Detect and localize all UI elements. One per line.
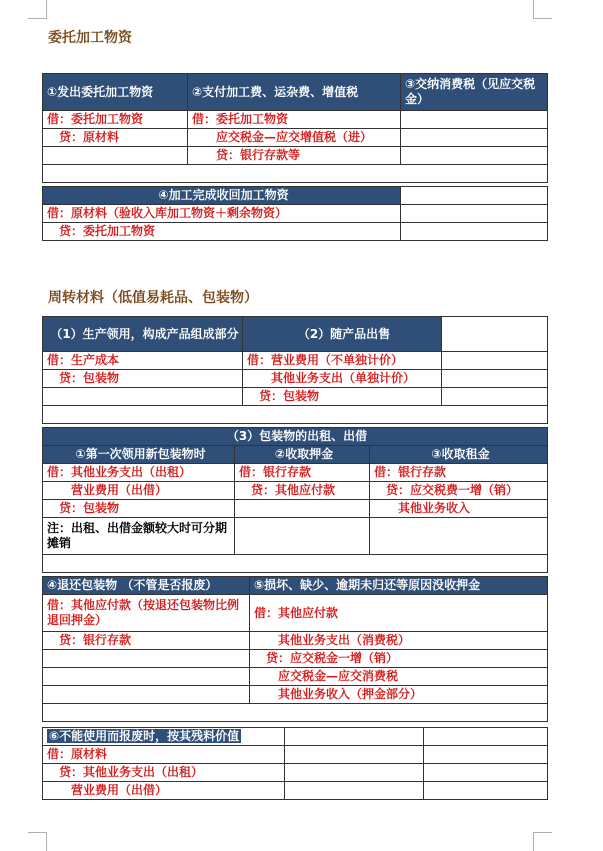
table-row — [43, 464, 548, 482]
table-cell — [370, 518, 548, 555]
table-cell: 贷：包装物 — [43, 370, 243, 388]
header-cell: （1）生产领用，构成产品组成部分 — [43, 317, 243, 352]
table-cell: 营业费用（出借） — [43, 782, 285, 800]
table-cell — [442, 388, 548, 406]
consigned-processing-table — [42, 73, 548, 183]
header-cell: ②收取押金 — [235, 446, 370, 464]
production-use-table — [42, 316, 548, 424]
table-row — [43, 518, 548, 555]
table-cell: 贷：应交税费一增（销） — [370, 482, 548, 500]
table-row — [43, 650, 548, 668]
table-cell: 贷：其他应付款 — [235, 482, 370, 500]
lease-lend-table — [42, 427, 548, 573]
table-cell: 其他业务支出（单独计价） — [243, 370, 442, 388]
crop-mark-bottom-right — [533, 832, 552, 851]
crop-mark-top-right — [533, 0, 552, 19]
table-row — [43, 686, 548, 704]
table-cell — [235, 500, 370, 518]
table-header-row — [43, 446, 548, 464]
table-cell: 借：委托加工物资 — [43, 111, 188, 129]
table-cell: 借：生产成本 — [43, 352, 243, 370]
table-cell — [43, 388, 243, 406]
table-cell: 借：营业费用（不单独计价） — [243, 352, 442, 370]
table-cell: 借：其他业务支出（出租） — [43, 464, 235, 482]
header-cell: ⑤损坏、缺少、逾期未归还等原因没收押金 — [250, 577, 548, 595]
table-header-row — [43, 187, 548, 205]
table-cell — [401, 129, 548, 147]
header-cell: （3）包装物的出租、出借 — [43, 428, 548, 446]
table-row — [43, 668, 548, 686]
table-row — [43, 595, 548, 632]
table-cell — [43, 650, 250, 668]
table-cell: 借：委托加工物资 — [188, 111, 401, 129]
section-title-consigned-processing: 委托加工物资 — [48, 30, 132, 46]
table-header-row — [43, 577, 548, 595]
table-cell: 贷：银行存款等 — [188, 147, 401, 165]
header-cell: ③收取租金 — [370, 446, 548, 464]
header-cell — [43, 728, 285, 746]
table-cell: 借：银行存款 — [370, 464, 548, 482]
table-row — [43, 764, 548, 782]
table-cell: 借：原材料 — [43, 746, 285, 764]
scrap-header-label: ⑥不能使用而报废时，按其残料价值 — [49, 729, 240, 743]
table-cell — [43, 406, 548, 424]
section-title-revolving-materials: 周转材料（低值易耗品、包装物） — [48, 290, 258, 306]
table-cell — [43, 668, 250, 686]
header-cell: ①发出委托加工物资 — [43, 74, 188, 111]
table-cell: 贷：其他业务支出（出租） — [43, 764, 285, 782]
table-cell — [401, 205, 548, 223]
table-row — [43, 370, 548, 388]
table-cell — [401, 223, 548, 241]
table-row — [43, 147, 548, 165]
table-cell: 贷：委托加工物资 — [43, 223, 401, 241]
table-cell: 营业费用（出借） — [43, 482, 235, 500]
table-cell: 贷：包装物 — [43, 500, 235, 518]
table-cell — [401, 147, 548, 165]
table-row — [43, 500, 548, 518]
table-title-row — [43, 428, 548, 446]
table-cell — [424, 746, 548, 764]
processing-complete-table — [42, 186, 548, 241]
table-cell: 其他业务支出（消费税） — [250, 632, 548, 650]
table-cell — [401, 111, 548, 129]
table-row — [43, 111, 548, 129]
table-row — [43, 632, 548, 650]
table-row — [43, 352, 548, 370]
table-cell: 其他业务收入（押金部分） — [250, 686, 548, 704]
table-cell — [424, 728, 548, 746]
table-cell — [43, 704, 548, 722]
table-row — [43, 205, 548, 223]
table-cell: 贷：原材料 — [43, 129, 188, 147]
header-cell: ④加工完成收回加工物资 — [43, 187, 401, 205]
table-cell — [442, 352, 548, 370]
header-cell: ②支付加工费、运杂费、增值税 — [188, 74, 401, 111]
crop-mark-bottom-left — [28, 832, 47, 851]
table-cell — [43, 165, 548, 183]
table-cell — [43, 147, 188, 165]
header-cell: ①第一次领用新包装物时 — [43, 446, 235, 464]
table-header-row — [43, 74, 548, 111]
table-header-row — [43, 317, 548, 352]
table-cell — [235, 518, 370, 555]
table-cell — [285, 746, 424, 764]
table-cell — [43, 555, 548, 573]
return-forfeit-table — [42, 576, 548, 722]
table-row — [43, 388, 548, 406]
table-cell — [285, 782, 424, 800]
table-cell: 贷：包装物 — [243, 388, 442, 406]
scrap-table — [42, 727, 548, 800]
table-cell: 借：原材料（验收入库加工物资＋剩余物资） — [43, 205, 401, 223]
table-row — [43, 129, 548, 147]
table-cell: 其他业务收入 — [370, 500, 548, 518]
header-cell: ④退还包装物 （不管是否报废） — [43, 577, 250, 595]
table-cell: 应交税金—应交增值税（进） — [188, 129, 401, 147]
table-cell: 借：银行存款 — [235, 464, 370, 482]
note-cell: 注：出租、出借金额较大时可分期摊销 — [43, 518, 235, 555]
table-row — [43, 406, 548, 424]
table-cell: 借：其他应付款（按退还包装物比例退回押金） — [43, 595, 250, 632]
table-row — [43, 165, 548, 183]
table-cell: 贷：银行存款 — [43, 632, 250, 650]
table-cell: 应交税金—应交消费税 — [250, 668, 548, 686]
table-header-row — [43, 728, 548, 746]
table-row — [43, 704, 548, 722]
crop-mark-top-left — [28, 0, 47, 19]
table-cell: 贷：应交税金一增（销） — [250, 650, 548, 668]
table-row — [43, 782, 548, 800]
table-cell — [401, 187, 548, 205]
table-cell — [285, 728, 424, 746]
table-cell: 借：其他应付款 — [250, 595, 548, 632]
header-cell: ③交纳消费税（见应交税金） — [401, 74, 548, 111]
table-cell — [43, 686, 250, 704]
table-cell — [285, 764, 424, 782]
table-cell — [424, 764, 548, 782]
table-cell — [442, 317, 548, 352]
table-row — [43, 555, 548, 573]
header-cell: （2）随产品出售 — [243, 317, 442, 352]
table-cell — [442, 370, 548, 388]
table-row — [43, 223, 548, 241]
table-row — [43, 746, 548, 764]
table-row — [43, 482, 548, 500]
table-cell — [424, 782, 548, 800]
